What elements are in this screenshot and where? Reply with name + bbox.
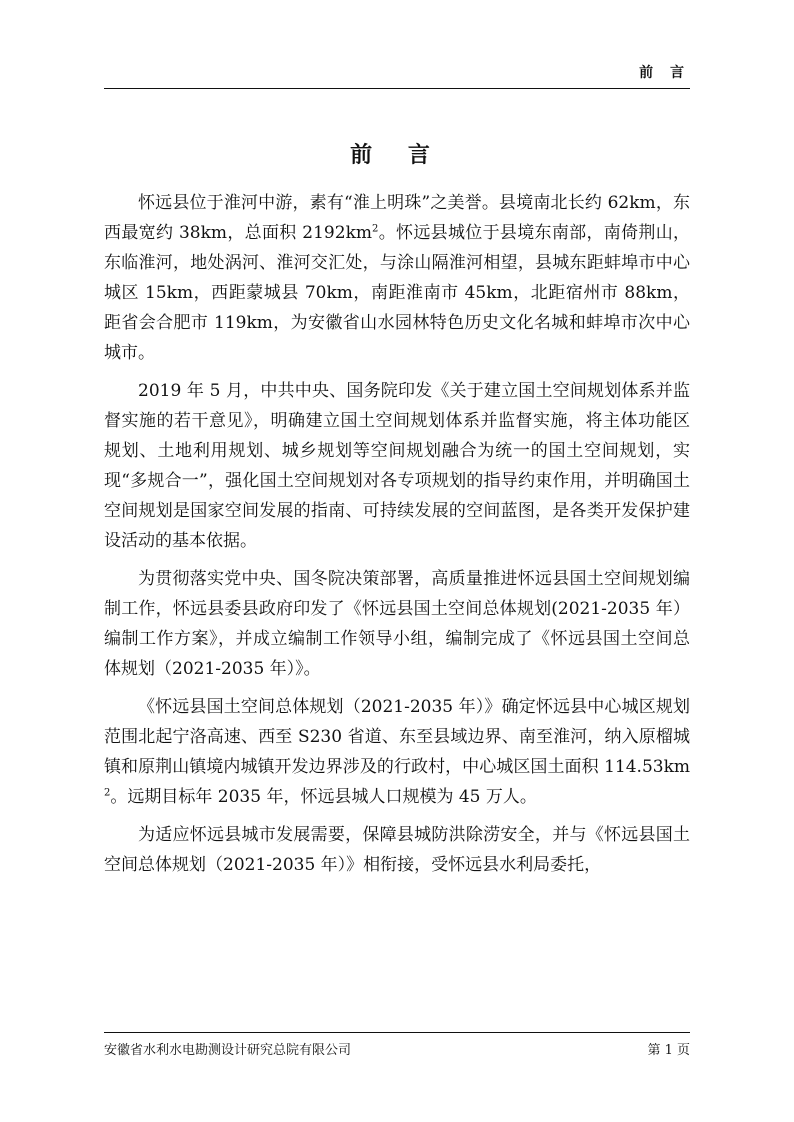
page-footer [104,1032,690,1058]
body-text [104,188,690,888]
paragraph-policy: 2019 年 5 月，中共中央、国务院印发《关于建立国土空间规划体系并监督实施的若干意见》，明确建立国土空间规划体系并监督实施，将主体功能区规划、土地利用规划、城乡规划等空间规划融合为统一的国土空间规划，实现“多规合一”，强化国土空间规划对各专项规划的指导约束作用，并明确国土空间规划是国家空间发展的指南、可持续发展的空间蓝图，是各类开发保护建设活动的基本依据。 [104,381,690,551]
paragraph-work-plan: 为贯彻落实党中央、国冬院决策部署，高质量推进怀远县国土空间规划编制工作，怀远县委县政府印发了《怀远县国土空间总体规划(2021-2035 年）编制工作方案》，并成立编制工作领导小组，编制完成了《怀远县国土空间总体规划（2021-2035 年）》。 [104,569,690,679]
paragraph-commission: 为适应怀远县城市发展需要，保障县城防洪除涝安全，并与《怀远县国土空间总体规划（2021-2035 年）》相衔接，受怀远县水利局委托， [104,825,690,875]
footer-organization: 安徽省水利水电勘测设计研究总院有限公司 [104,1043,352,1058]
running-header [104,62,690,89]
running-header-label: 前 言 [639,65,690,81]
paragraph-location: 怀远县位于淮河中游，素有“淮上明珠”之美誉。县境南北长约 62km，东西最宽约 38km，总面积 $2192km^2$。怀远县城位于县境东南部，南倚荆山，东临淮河，地处涡河、淮河交汇处，与涂山隔淮河相望，县城东距蚌埠市中心城区 15km，西距蒙城县 70km，南距淮南市 45km，北距宿州市 88km，距省会合肥市 119km，为安徽省山水园林特色历史文化名城和蚌埠市次中心城市。 [104,193,691,363]
footer-page-number: 第 1 页 [647,1043,690,1058]
paragraph-central-area: 《怀远县国土空间总体规划（2021-2035 年）》确定怀远县中心城区规划范围北起宁洛高速、西至 S230 省道、东至县域边界、南至淮河，纳入原榴城镇和原荆山镇境内城镇开发边界涉及的行政村，中心城区国土面积 $114.53km^2$。远期目标年 2035 年，怀远县城人口规模为 45 万人。 [104,697,690,807]
page-title: 前 言 [350,142,444,168]
